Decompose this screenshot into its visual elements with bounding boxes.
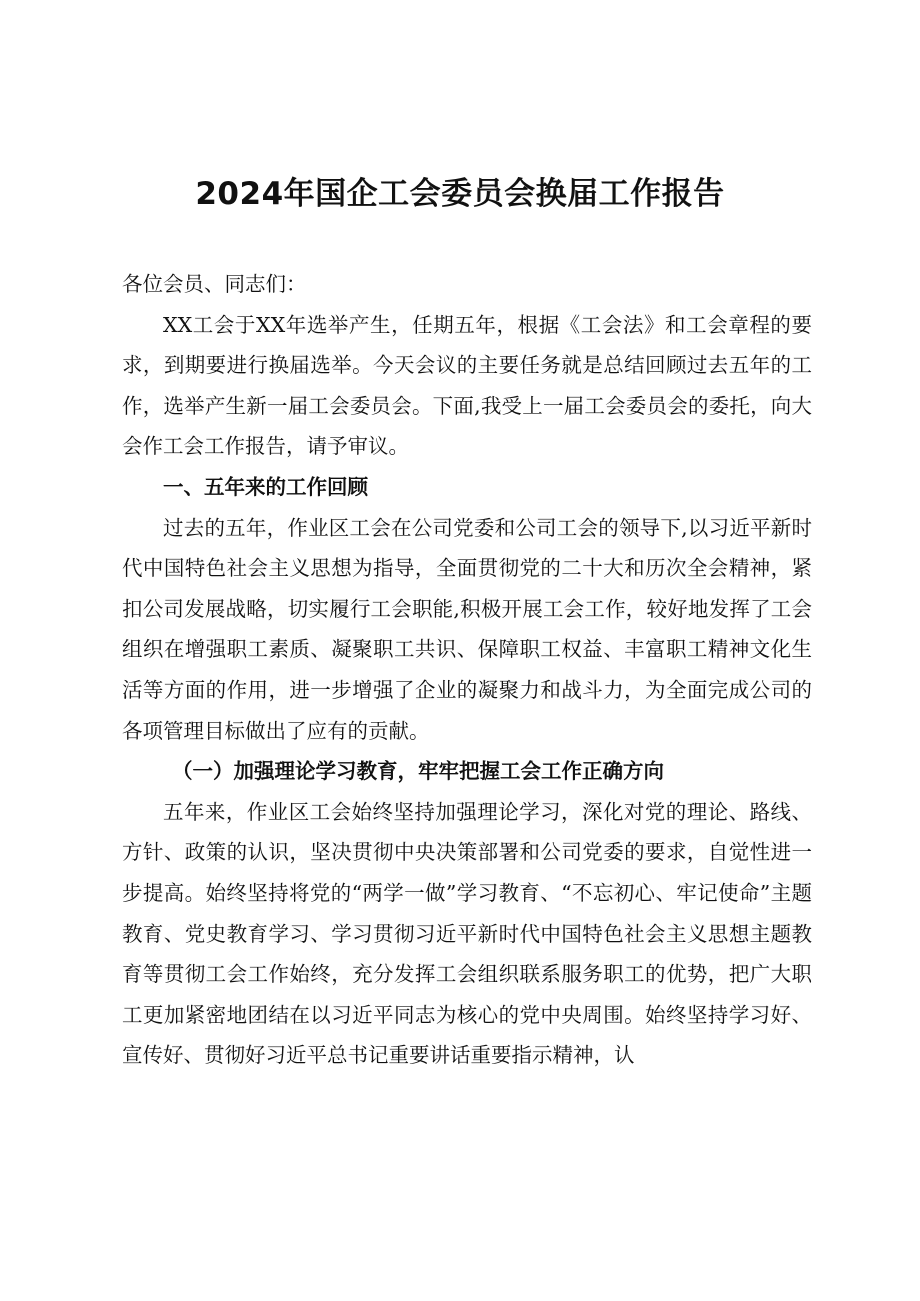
document-body — [122, 264, 812, 1076]
subsection-heading: （一）加强理论学习教育，牢牢把握工会工作正确方向 — [172, 759, 664, 784]
salutation: 各位会员、同志们： — [122, 272, 307, 296]
section-heading: 一、五年来的工作回顾 — [163, 474, 368, 499]
subsection-paragraph: 五年来，作业区工会始终坚持加强理论学习，深化对党的理论、路线、方针、政策的认识，坚决贯彻中央决策部署和公司党委的要求，自觉性进一步提高。始终坚持将党的“两学一做”学习教育、“不忘初心、牢记使命”主题教育、党史教育学习、学习贯彻习近平新时代中国特色社会主义思想主题教育等贯彻工会工作始终，充分发挥工会组织联系服务职工的优势，把广大职工更加紧密地团结在以习近平同志为核心的党中央周围。始终坚持学习好、宣传好、贯彻好习近平总书记重要讲话重要指示精神，认 — [122, 799, 812, 1068]
page-title: 2024年国企工会委员会换届工作报告 — [195, 176, 725, 212]
section-paragraph: 过去的五年，作业区工会在公司党委和公司工会的领导下,以习近平新时代中国特色社会主义思想为指导，全面贯彻党的二十大和历次全会精神，紧扣公司发展战略，切实履行工会职能,积极开展工会工作，较好地发挥了工会组织在增强职工素质、凝聚职工共识、保障职工权益、丰富职工精神文化生活等方面的作用，进一步增强了企业的凝聚力和战斗力，为全面完成公司的各项管理目标做出了应有的贡献。 — [122, 515, 812, 743]
intro-paragraph: XX工会于XX年选举产生，任期五年，根据《工会法》和工会章程的要求，到期要进行换届选举。今天会议的主要任务就是总结回顾过去五年的工作，选举产生新一届工会委员会。下面,我受上一届工会委员会的委托，向大会作工会工作报告，请予审议。 — [122, 312, 812, 459]
